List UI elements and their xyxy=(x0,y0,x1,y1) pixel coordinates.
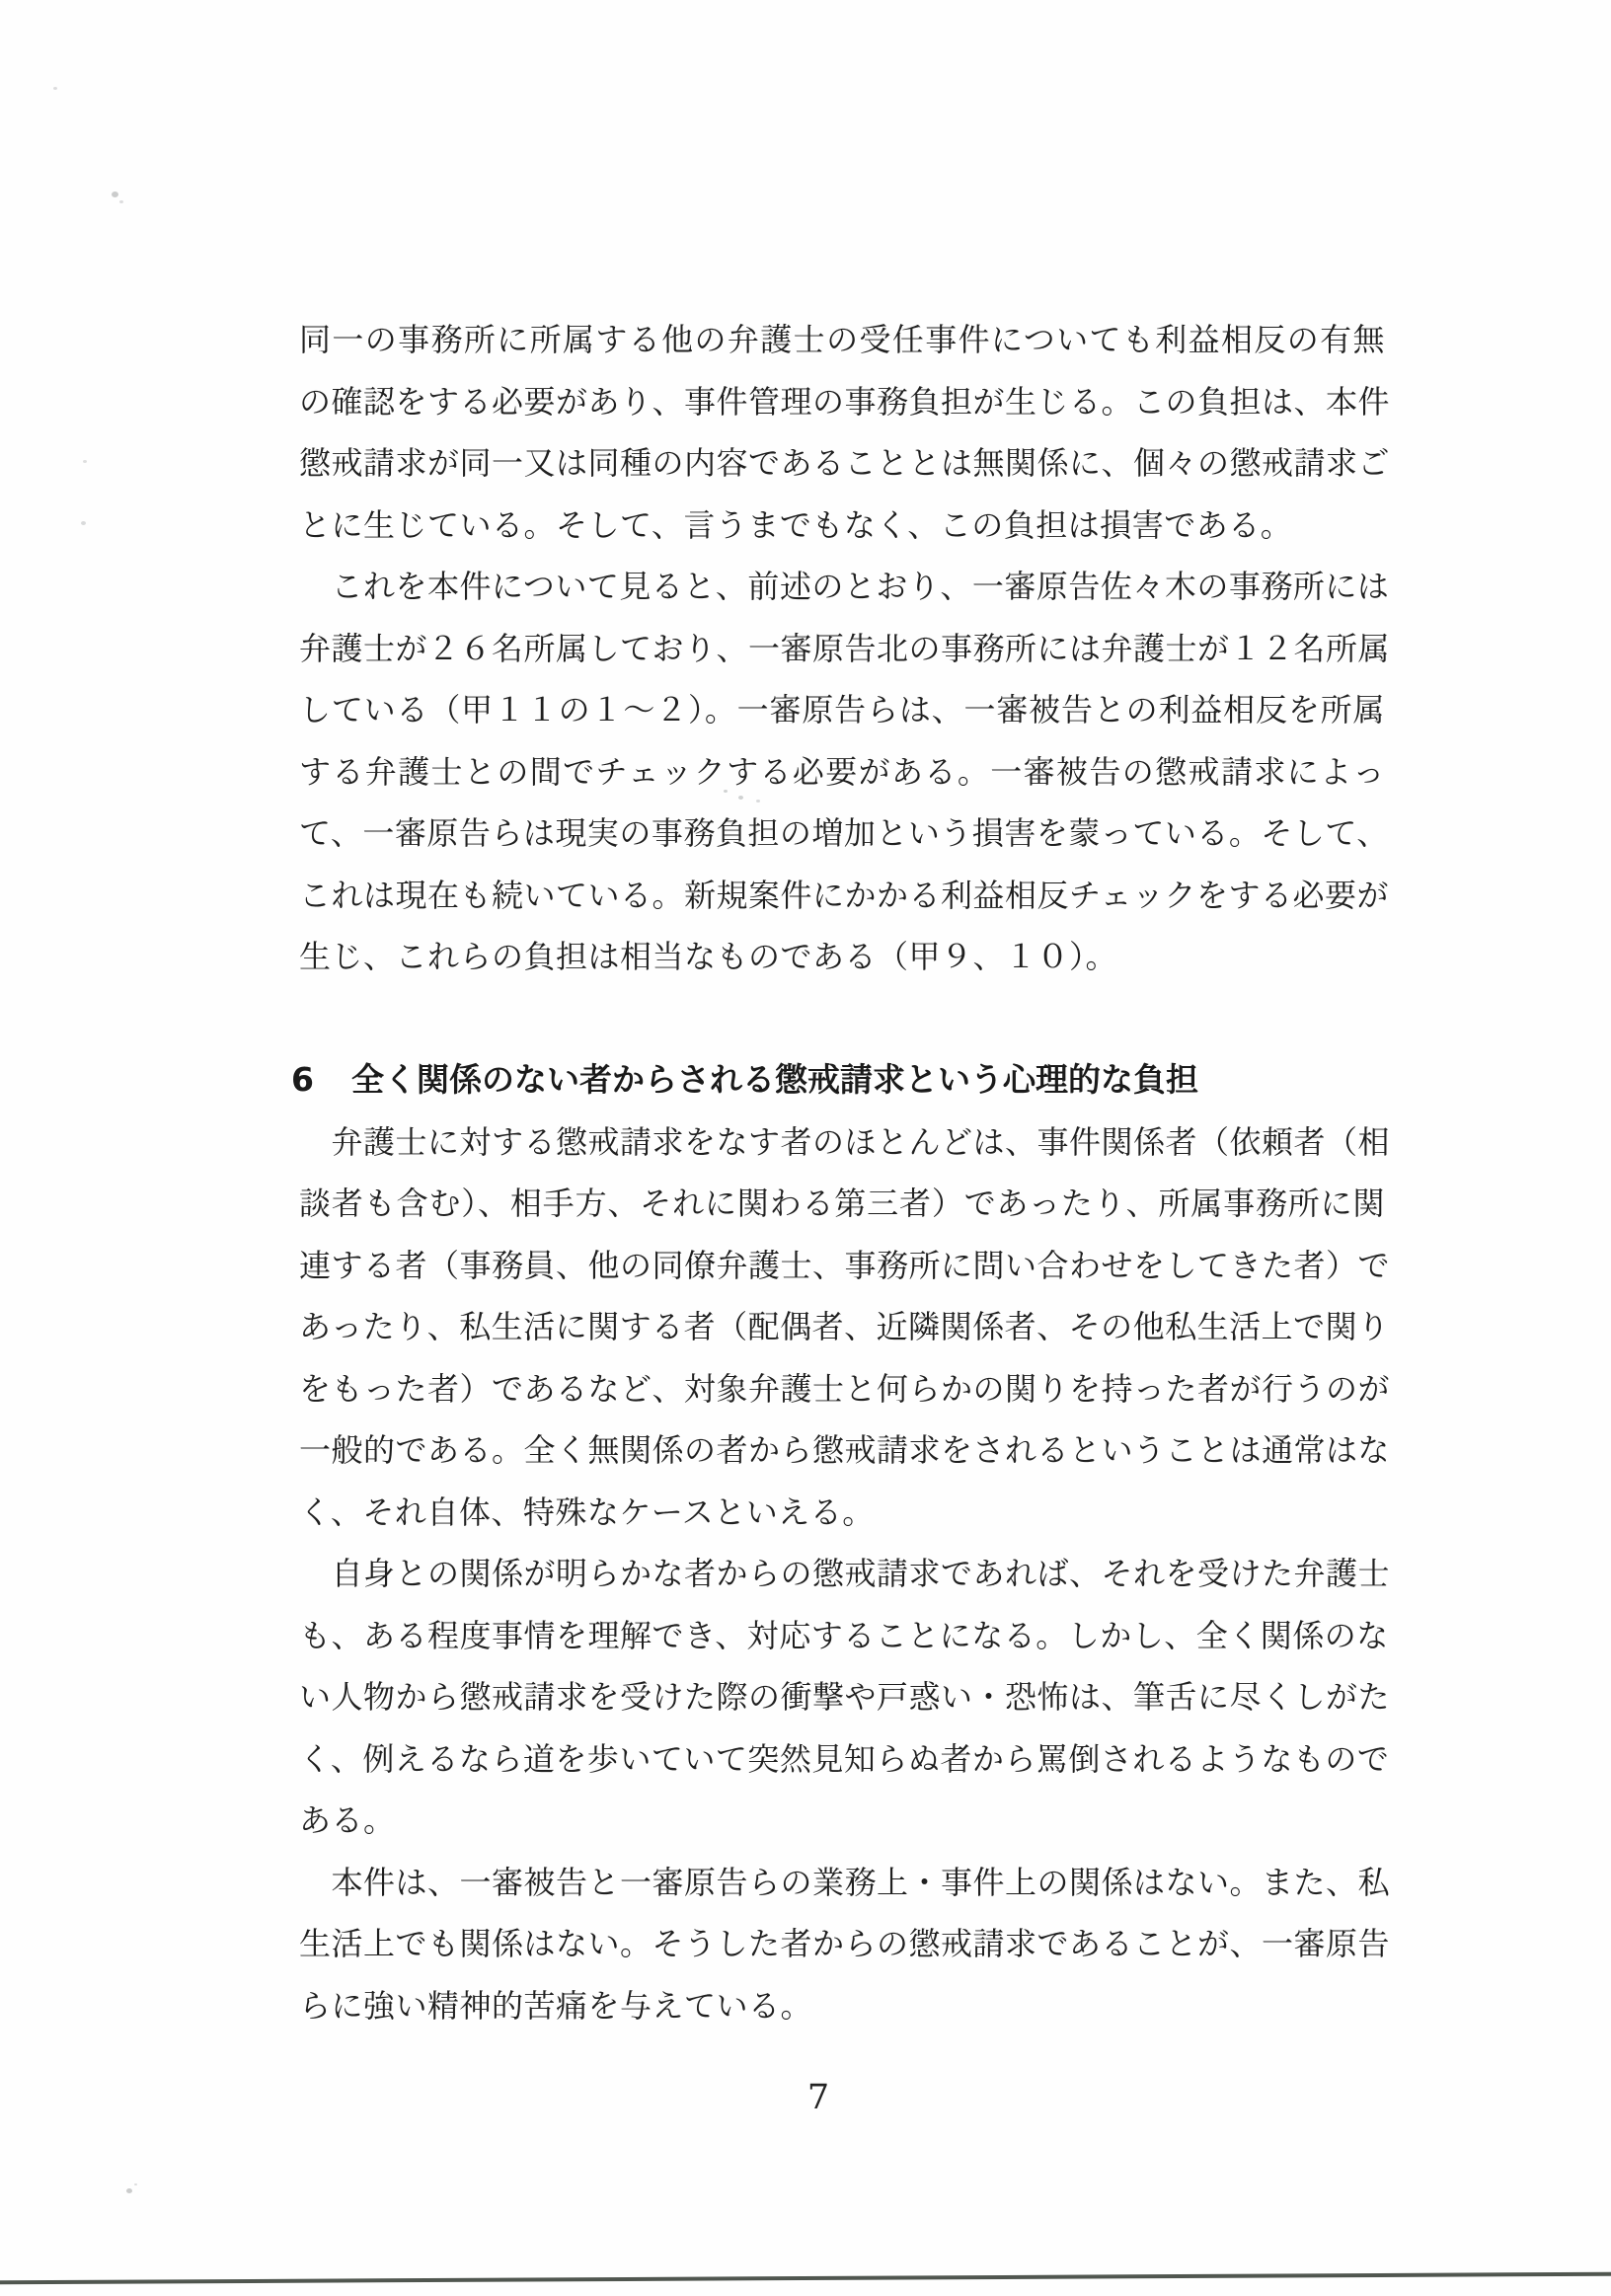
paragraph xyxy=(299,1852,1391,2037)
text-line: あったり、私生活に関する者（配偶者、近隣関係者、その他私生活上で関り xyxy=(299,1308,1390,1345)
text-line: とに生じている。そして、言うまでもなく、この負担は損害である。 xyxy=(299,505,1293,544)
text-line: これは現在も続いている。新規案件にかかる利益相反チェックをする必要が xyxy=(299,876,1390,914)
page-number: 7 xyxy=(806,2078,830,2117)
paragraph xyxy=(299,556,1391,988)
scan-speck xyxy=(83,460,87,463)
scan-speck xyxy=(756,800,760,803)
text-line: 生活上でも関係はない。そうした者からの懲戒請求であることが、一審原告 xyxy=(299,1925,1391,1962)
paragraph xyxy=(299,309,1391,556)
text-line: 弁護士が２６名所属しており、一審原告北の事務所には弁護士が１２名所属 xyxy=(299,629,1391,667)
text-line: ある。 xyxy=(299,1801,396,1839)
text-line: く、例えるなら道を歩いていて突然見知らぬ者から罵倒されるようなもので xyxy=(299,1739,1390,1778)
section-heading xyxy=(291,1049,1385,1111)
scan-speck xyxy=(112,191,118,197)
scan-speck xyxy=(738,796,743,800)
scan-speck xyxy=(724,790,728,793)
scan-edge-line xyxy=(0,2272,1611,2284)
text-line: 本件は、一審被告と一審原告らの業務上・事件上の関係はない。また、私 xyxy=(299,1863,1391,1901)
document-body xyxy=(291,309,1391,2036)
text-line: している（甲１１の１～２）。一審原告らは、一審被告との利益相反を所属 xyxy=(299,691,1385,728)
text-line: い人物から懲戒請求を受けた際の衝撃や戸惑い・恐怖は、筆舌に尽くしがた xyxy=(299,1678,1391,1716)
text-line: 生じ、これらの負担は相当なものである（甲９、１０）。 xyxy=(299,938,1118,975)
text-line: をもった者）であるなど、対象弁護士と何らかの関りを持った者が行うのが xyxy=(299,1369,1391,1408)
paragraph xyxy=(299,1111,1391,1544)
text-line: 自身との関係が明らかな者からの懲戒請求であれば、それを受けた弁護士 xyxy=(299,1555,1391,1592)
text-line: 連する者（事務員、他の同僚弁護士、事務所に問い合わせをしてきた者）で xyxy=(299,1246,1391,1284)
text-line: 弁護士に対する懲戒請求をなす者のほとんどは、事件関係者（依頼者（相 xyxy=(299,1122,1391,1161)
text-line: らに強い精神的苦痛を与えている。 xyxy=(299,1986,813,2025)
scan-speck xyxy=(81,521,86,525)
scan-speck xyxy=(53,87,57,90)
paragraph xyxy=(299,1543,1391,1852)
section-number: 6 xyxy=(291,1060,314,1099)
text-line: て、一審原告らは現実の事務負担の増加という損害を蒙っている。そして、 xyxy=(299,814,1389,852)
text-line: く、それ自体、特殊なケースといえる。 xyxy=(299,1492,875,1531)
text-line: も、ある程度事情を理解でき、対応することになる。しかし、全く関係のな xyxy=(299,1616,1389,1654)
text-line: 同一の事務所に所属する他の弁護士の受任事件についても利益相反の有無 xyxy=(299,321,1385,358)
scan-speck xyxy=(126,2188,132,2193)
text-line: する弁護士との間でチェックする必要がある。一審被告の懲戒請求によっ xyxy=(299,752,1385,791)
section-title: 全く関係のない者からされる懲戒請求という心理的な負担 xyxy=(350,1060,1198,1099)
text-line: 談者も含む）、相手方、それに関わる第三者）であったり、所属事務所に関 xyxy=(299,1185,1385,1222)
text-line: 懲戒請求が同一又は同種の内容であることとは無関係に、個々の懲戒請求ご xyxy=(299,444,1391,482)
text-line: の確認をする必要があり、事件管理の事務負担が生じる。この負担は、本件 xyxy=(299,382,1391,421)
text-line: これを本件について見ると、前述のとおり、一審原告佐々木の事務所には xyxy=(299,568,1390,605)
text-line: 一般的である。全く無関係の者から懲戒請求をされるということは通常はな xyxy=(299,1431,1391,1469)
scan-speck xyxy=(134,2183,137,2185)
scan-speck xyxy=(119,200,123,203)
